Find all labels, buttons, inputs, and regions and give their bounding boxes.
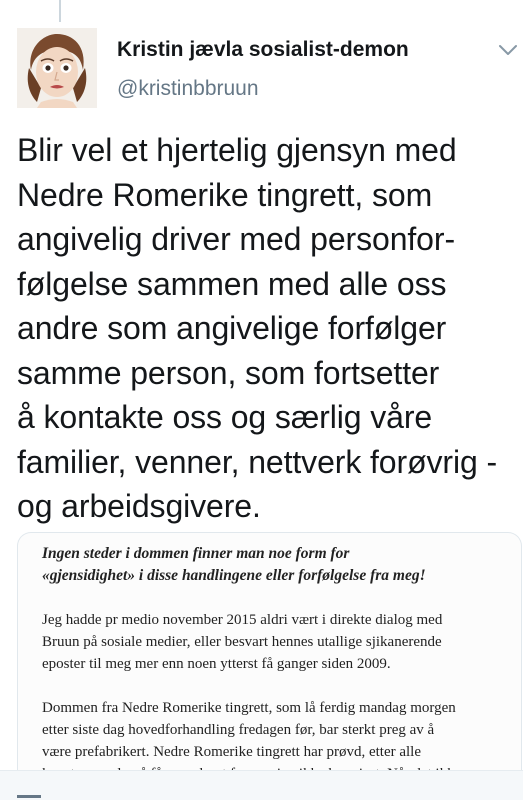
next-item-stub <box>17 795 41 798</box>
thread-connector-line <box>59 0 61 22</box>
avatar[interactable] <box>17 28 97 108</box>
bottom-bar <box>0 771 523 800</box>
tweet-line: angivelig driver med personfor- <box>17 221 455 257</box>
article-line: Dommen fra Nedre Romerike tingrett, som lå ferdig mandag morgen <box>42 700 456 716</box>
tweet-line: å kontakte oss og særlig våre <box>17 399 433 435</box>
avatar-photo <box>17 28 97 108</box>
author-handle[interactable]: @kristinbbruun <box>117 77 259 100</box>
tweet-line: følgelse sammen med alle oss <box>17 265 447 302</box>
tweet-text <box>17 128 512 529</box>
article-line: Jeg hadde pr medio november 2015 aldri vært i direkte dialog med <box>42 612 443 628</box>
article-lede <box>42 543 512 587</box>
tweet-line: samme person, som fortsetter <box>17 354 440 391</box>
article-line: etter siste dag hovedforhandling fredagen før, bar sterkt preg av å <box>42 722 435 738</box>
attached-image-card[interactable] <box>17 532 522 771</box>
article-line: være prefabrikert. Nedre Romerike tingrett har prøvd, etter alle <box>42 744 422 760</box>
article-paragraph <box>42 609 512 675</box>
article-screenshot <box>42 543 512 807</box>
article-lede-line: Ingen steder i dommen finner man noe form for <box>42 545 350 562</box>
tweet-line: Nedre Romerike tingrett, som <box>17 176 433 213</box>
author-display-name[interactable]: Kristin jævla sosialist-demon <box>117 38 409 61</box>
tweet-line: Blir vel et hjertelig gjensyn med <box>17 132 457 168</box>
tweet-line: andre som angivelige forfølger <box>17 310 447 346</box>
article-line: eposter til meg mer enn noen ytterst få ganger siden 2009. <box>42 656 391 672</box>
tweet-line: familier, venner, nettverk forøvrig - <box>17 443 498 480</box>
tweet-line: og arbeidsgivere. <box>17 488 261 524</box>
chevron-down-icon[interactable] <box>496 40 520 60</box>
article-line: Bruun på sosiale medier, eller besvart hennes utallige sjikanerende <box>42 634 442 650</box>
article-lede-line: «gjensidighet» i disse handlingene eller forfølgelse fra meg! <box>42 567 426 584</box>
